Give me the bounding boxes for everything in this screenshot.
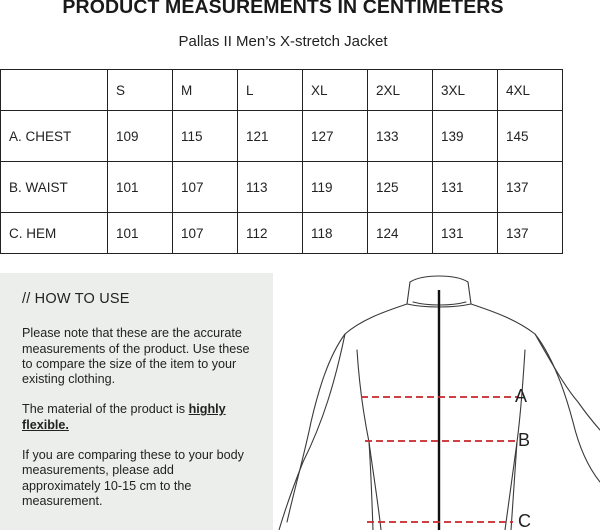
size-header: XL	[303, 70, 368, 111]
row-label: B. WAIST	[1, 162, 108, 213]
table-cell: 109	[108, 111, 173, 162]
table-cell: 101	[108, 162, 173, 213]
jacket-right-side-seam	[511, 442, 517, 530]
table-cell: 115	[173, 111, 238, 162]
jacket-left-sleeve	[279, 334, 345, 530]
size-header: 4XL	[498, 70, 563, 111]
table-cell: 133	[368, 111, 433, 162]
table-cell: 124	[368, 213, 433, 254]
table-cell: 137	[498, 162, 563, 213]
highly-flexible-emphasis: highly flexible.	[22, 402, 226, 432]
table-row-chest	[1, 111, 563, 162]
table-cell: 131	[433, 213, 498, 254]
table-cell: 107	[173, 162, 238, 213]
measure-label-waist: B	[518, 430, 531, 450]
how-to-use-paragraph: Please note that these are the accurate measurements of the product. Use these to compare the size of the item to your existing clothing.	[22, 326, 250, 387]
page-title: PRODUCT MEASUREMENTS IN CENTIMETERS	[62, 0, 504, 18]
flexibility-note	[22, 402, 253, 433]
table-cell: 145	[498, 111, 563, 162]
table-header-row	[1, 70, 563, 111]
table-cell: 118	[303, 213, 368, 254]
table-cell: 127	[303, 111, 368, 162]
table-row-waist	[1, 162, 563, 213]
row-label: A. CHEST	[1, 111, 108, 162]
how-to-use-panel	[0, 273, 273, 530]
table-cell: 119	[303, 162, 368, 213]
size-header: S	[108, 70, 173, 111]
table-cell: 121	[238, 111, 303, 162]
jacket-body-right	[471, 304, 600, 482]
flexibility-text: The material of the product is	[22, 402, 189, 417]
body-measurement-note: If you are comparing these to your body measurements, please add approximately 10-15 cm to the measurement.	[22, 448, 244, 508]
table-corner-cell	[1, 70, 108, 111]
size-table	[0, 69, 563, 254]
jacket-left-inner-arm	[357, 350, 381, 530]
table-cell: 101	[108, 213, 173, 254]
table-cell: 131	[433, 162, 498, 213]
table-cell: 139	[433, 111, 498, 162]
size-header: 2XL	[368, 70, 433, 111]
table-cell: 125	[368, 162, 433, 213]
size-header: M	[173, 70, 238, 111]
table-cell: 107	[173, 213, 238, 254]
table-cell: 113	[238, 162, 303, 213]
row-label: C. HEM	[1, 213, 108, 254]
jacket-body-left	[287, 304, 407, 522]
jacket-diagram	[273, 262, 600, 530]
product-name: Pallas II Men’s X-stretch Jacket	[178, 33, 388, 50]
measure-label-hem: C	[518, 511, 531, 530]
measure-label-chest: A	[515, 386, 528, 406]
table-row-hem	[1, 213, 563, 254]
table-cell: 137	[498, 213, 563, 254]
size-header: L	[238, 70, 303, 111]
how-to-use-title: // HOW TO USE	[22, 291, 130, 307]
table-cell: 112	[238, 213, 303, 254]
size-header: 3XL	[433, 70, 498, 111]
